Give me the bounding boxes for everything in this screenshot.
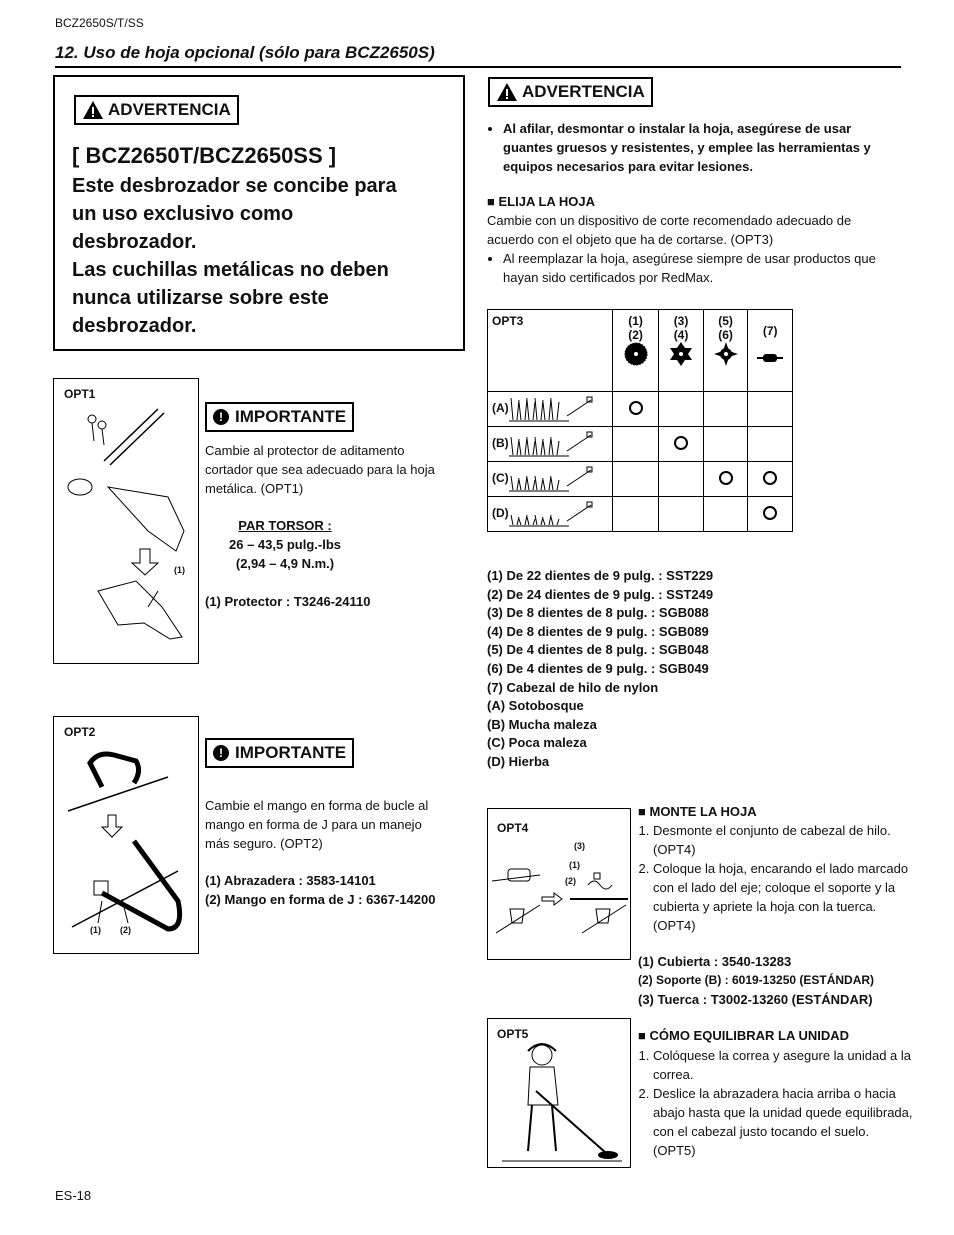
col-label: (3) [673, 314, 689, 328]
col-label: (4) [673, 328, 689, 342]
right-warning-text: • Al afilar, desmontar o instalar la hoja, asegúrese de usar guantes gruesos y resistentes, y emplee las herramientas y equipos necesarios para evitar lesiones. [503, 119, 897, 176]
legend-item: (D) Hierba [487, 753, 550, 769]
col-label: (1) [628, 314, 643, 328]
choose-bullet [487, 249, 897, 287]
exclamation-icon: ! [213, 745, 229, 761]
opt5-figure [487, 1018, 631, 1168]
recommended-mark-icon [719, 471, 733, 485]
opt2-figure [53, 716, 199, 954]
mount-step: 2. Coloque la hoja, encarando el lado marcado con el lado del eje; coloque el soporte y la cubierta y apriete la hoja con la tuerca. (OPT4) [653, 859, 915, 935]
choose-heading [487, 194, 595, 209]
recommended-mark-icon [763, 471, 777, 485]
torque-value-2: (2,94 – 4,9 N.m.) [235, 556, 335, 571]
saw-blade-icon [624, 342, 648, 366]
opt3-cell [659, 392, 704, 427]
opt3-row-label [488, 427, 613, 462]
importante-label: IMPORTANTE [235, 407, 347, 426]
warning-line: Las cuchillas metálicas no deben [72, 259, 389, 281]
col-label: (5) [718, 314, 733, 328]
square-bullet-icon: ■ [638, 804, 646, 819]
row-label-text: (A) [492, 401, 509, 416]
legend-item: (5) De 4 dientes de 8 pulg. : SGB048 [487, 642, 709, 658]
advertencia-badge-right [488, 77, 653, 107]
opt3-col-1 [612, 310, 658, 392]
opt3-row-label [488, 497, 613, 532]
warning-line: Este desbrozador se concibe para [72, 175, 397, 197]
opt3-col-2 [659, 310, 704, 392]
opt4-label: OPT4 [497, 821, 529, 835]
legend-item: (2) De 24 dientes de 9 pulg. : SST249 [487, 586, 714, 602]
recommended-mark-icon [674, 436, 688, 450]
balance-step: 1. Colóquese la correa y asegure la unidad a la correa. [653, 1046, 915, 1084]
warning-line: nunca utilizarse sobre este [72, 287, 329, 309]
legend-item: (4) De 8 dientes de 9 pulg. : SGB089 [487, 623, 709, 639]
opt2-callout-1: (1) [90, 925, 101, 935]
opt4-part-1: (1) Cubierta : 3540-13283 [638, 954, 792, 969]
warning-title: [ BCZ2650T/BCZ2650SS ] [72, 143, 337, 168]
vegetation-icon [509, 466, 595, 492]
opt4-callout-2: (2) [565, 876, 576, 886]
warning-triangle-icon [82, 100, 104, 120]
legend-item: (B) Mucha maleza [487, 716, 597, 732]
legend-item: (3) De 8 dientes de 8 pulg. : SGB088 [487, 605, 709, 621]
opt2-callout-2: (2) [120, 925, 131, 935]
opt3-col-4 [748, 310, 793, 392]
col-label: (2) [628, 328, 643, 342]
nylon-head-icon [757, 350, 783, 366]
choose-text: Cambie con un dispositivo de corte recomendado adecuado de acuerdo con el objeto que ha de cortarse. (OPT3) [487, 213, 852, 247]
choose-bullet-text: • Al reemplazar la hoja, asegúrese siempre de usar productos que hayan sido certificados por RedMax. [503, 249, 897, 287]
section-title: 12. Uso de hoja opcional (sólo para BCZ2650S) [55, 43, 435, 62]
opt3-col-3 [703, 310, 748, 392]
opt3-cell [612, 392, 658, 427]
mount-steps [638, 821, 915, 935]
warning-line: desbrozador. [72, 315, 197, 337]
torque-title: PAR TORSOR : [238, 518, 332, 533]
opt3-row-label [488, 392, 613, 427]
recommended-mark-icon [629, 401, 643, 415]
opt1-part: (1) Protector : T3246-24110 [205, 594, 371, 609]
8-tooth-blade-icon [669, 342, 693, 366]
right-warning-bullet [487, 119, 897, 176]
opt3-row [488, 462, 793, 497]
opt3-cell [703, 427, 748, 462]
balance-steps [638, 1046, 915, 1160]
opt3-table [487, 309, 793, 532]
opt1-text [205, 441, 465, 498]
opt4-callout-1: (1) [569, 860, 580, 870]
opt2-label: OPT2 [64, 725, 96, 739]
opt3-label: OPT3 [488, 310, 613, 392]
legend-item: (7) Cabezal de hilo de nylon [487, 679, 659, 695]
opt3-cell [659, 427, 704, 462]
warning-line: desbrozador. [72, 231, 197, 253]
opt2-parts [205, 871, 435, 909]
importante-badge-2 [205, 738, 354, 768]
opt3-cell [703, 497, 748, 532]
opt2-text-line: mango en forma de J para un manejo [205, 817, 422, 832]
operator-illustration [502, 1041, 622, 1165]
opt3-row-label [488, 462, 613, 497]
importante-label: IMPORTANTE [235, 743, 347, 762]
opt4-callout-3: (3) [574, 841, 585, 851]
opt3-cell [748, 497, 793, 532]
col-label: (7) [762, 324, 778, 338]
torque-value-1: 26 – 43,5 pulg.-lbs [229, 537, 341, 552]
torque-spec [205, 516, 365, 573]
opt3-row [488, 497, 793, 532]
opt1-callout: (1) [174, 565, 185, 575]
opt4-part-2: (2) Soporte (B) : 6019-13250 (ESTÁNDAR) [638, 973, 875, 987]
balance-step: 2. Deslice la abrazadera hacia arriba o hacia abajo hasta que la unidad quede equilibrada, con el cabezal justo tocando el suelo. (OPT5) [653, 1084, 915, 1160]
opt3-cell [748, 427, 793, 462]
parts-legend [487, 567, 713, 772]
advertencia-label: ADVERTENCIA [108, 100, 231, 119]
vegetation-icon [509, 396, 595, 422]
handle-illustration [58, 741, 196, 941]
opt3-cell [612, 427, 658, 462]
page-number: ES-18 [55, 1188, 92, 1203]
opt1-text-line: Cambie al protector de aditamento [205, 443, 405, 458]
opt4-parts [638, 952, 874, 1009]
model-number: BCZ2650S/T/SS [55, 16, 144, 30]
advertencia-label: ADVERTENCIA [522, 82, 645, 101]
legend-item: (1) De 22 dientes de 9 pulg. : SST229 [487, 568, 714, 583]
opt1-label: OPT1 [64, 387, 96, 401]
opt3-row [488, 427, 793, 462]
recommended-mark-icon [763, 506, 777, 520]
importante-badge-1 [205, 402, 354, 432]
opt3-cell [659, 462, 704, 497]
balance-heading-text: CÓMO EQUILIBRAR LA UNIDAD [649, 1028, 850, 1043]
opt2-part-2: (2) Mango en forma de J : 6367-14200 [205, 892, 436, 907]
blade-mount-illustration [490, 849, 630, 957]
opt3-cell [659, 497, 704, 532]
opt1-text-line: cortador que sea adecuado para la hoja [205, 462, 435, 477]
opt3-row [488, 392, 793, 427]
opt3-cell [748, 392, 793, 427]
warning-triangle-icon [496, 82, 518, 102]
vegetation-icon [509, 501, 595, 527]
warning-text [72, 172, 452, 340]
advertencia-badge [74, 95, 239, 125]
legend-item: (6) De 4 dientes de 9 pulg. : SGB049 [487, 660, 709, 676]
mount-heading-text: MONTE LA HOJA [649, 804, 757, 819]
row-label-text: (B) [492, 436, 509, 451]
row-label-text: (D) [492, 506, 509, 521]
guard-illustration [58, 401, 196, 661]
opt3-cell [612, 462, 658, 497]
opt2-part-1: (1) Abrazadera : 3583-14101 [205, 873, 376, 888]
opt2-text-line: Cambie el mango en forma de bucle al [205, 798, 429, 813]
col-label: (6) [718, 328, 733, 342]
square-bullet-icon: ■ [487, 194, 495, 209]
opt3-cell [748, 462, 793, 497]
balance-heading [638, 1028, 849, 1043]
mount-heading [638, 804, 757, 819]
opt3-cell [612, 497, 658, 532]
legend-item: (A) Sotobosque [487, 698, 584, 714]
opt1-text-line: metálica. (OPT1) [205, 481, 304, 496]
opt4-figure [487, 808, 631, 960]
opt2-text-line: más seguro. (OPT2) [205, 836, 323, 851]
header-rule [55, 66, 901, 68]
choose-heading-text: ELIJA LA HOJA [498, 194, 596, 209]
4-tooth-blade-icon [714, 342, 738, 366]
legend-item: (C) Poca maleza [487, 735, 587, 751]
opt4-part-3: (3) Tuerca : T3002-13260 (ESTÁNDAR) [638, 992, 873, 1007]
opt5-label: OPT5 [497, 1027, 529, 1041]
row-label-text: (C) [492, 471, 509, 486]
exclamation-icon: ! [213, 409, 229, 425]
opt3-cell [703, 392, 748, 427]
vegetation-icon [509, 431, 595, 457]
square-bullet-icon: ■ [638, 1028, 646, 1043]
mount-step: 1. Desmonte el conjunto de cabezal de hilo. (OPT4) [653, 821, 915, 859]
opt3-cell [703, 462, 748, 497]
warning-line: un uso exclusivo como [72, 203, 294, 225]
opt1-figure [53, 378, 199, 664]
opt2-text [205, 796, 465, 853]
